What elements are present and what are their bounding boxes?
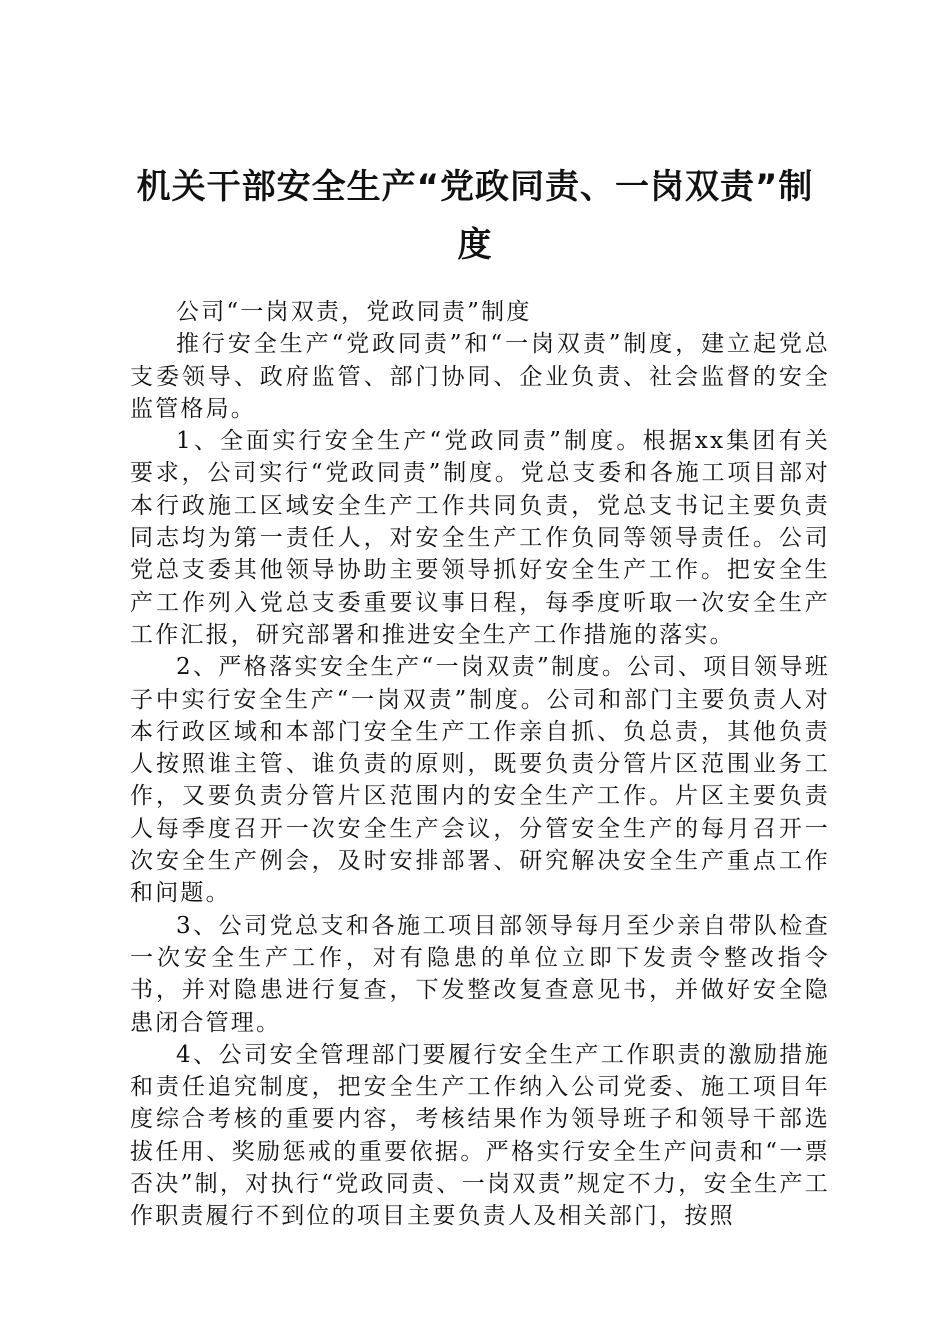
paragraph-item-4: 4、公司安全管理部门要履行安全生产工作职责的激励措施和责任追究制度，把安全生产工作纳入公司党委、施工项目年度综合考核的重要内容，考核结果作为领导班子和领导干部选拔任用、奖励惩戒的重要依据。严格实行安全生产问责和“一票否决”制，对执行“党政同责、一岗双责”规定不力，安全生产工作职责履行不到位的项目主要负责人及相关部门，按照 (130, 1041, 830, 1230)
paragraph-item-3: 3、公司党总支和各施工项目部领导每月至少亲自带队检查一次安全生产工作，对有隐患的单位立即下发责令整改指令书，并对隐患进行复查，下发整改复查意见书，并做好安全隐患闭合管理。 (130, 912, 830, 1036)
document-body (130, 296, 830, 1233)
paragraph-item-2: 2、严格落实安全生产“一岗双责”制度。公司、项目领导班子中实行安全生产“一岗双责”制度。公司和部门主要负责人对本行政区域和本部门安全生产工作亲自抓、负总责，其他负责人按照谁主管、谁负责的原则，既要负责分管片区范围业务工作，又要负责分管片区范围内的安全生产工作。片区主要负责人每季度召开一次安全生产会议，分管安全生产的每月召开一次安全生产例会，及时安排部署、研究解决安全生产重点工作和问题。 (130, 654, 830, 907)
paragraph-subtitle: 公司“一岗双责，党政同责”制度 (176, 299, 532, 325)
paragraph-item-1: 1、全面实行安全生产“党政同责”制度。根据xx集团有关要求，公司实行“党政同责”制度。党总支委和各施工项目部对本行政施工区域安全生产工作共同负责，党总支书记主要负责同志均为第一责任人，对安全生产工作负同等领导责任。公司党总支委其他领导协助主要领导抓好安全生产工作。把安全生产工作列入党总支委重要议事日程，每季度听取一次安全生产工作汇报，研究部署和推进安全生产工作措施的落实。 (130, 428, 830, 648)
document-title: 机关干部安全生产“党政同责、一岗双责”制度 (136, 167, 814, 265)
paragraph-intro: 推行安全生产“党政同责”和“一岗双责”制度，建立起党总支委领导、政府监管、部门协同、企业负责、社会监督的安全监管格局。 (130, 331, 830, 422)
